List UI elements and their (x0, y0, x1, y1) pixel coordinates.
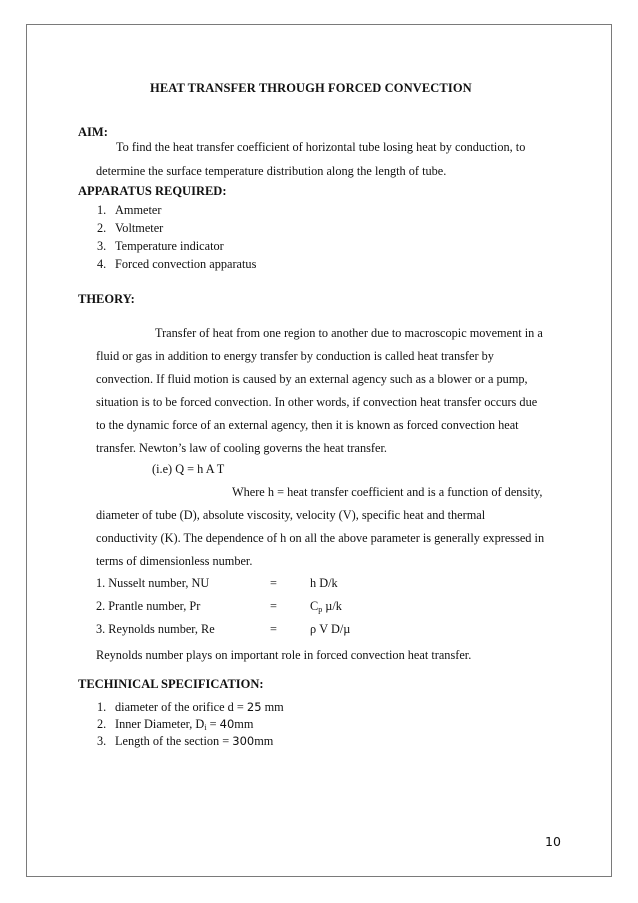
prandtl-formula: $C_p$ µ/k (310, 599, 342, 614)
theory-heading: THEORY: (78, 292, 135, 306)
specs-heading: TECHINICAL SPECIFICATION: (78, 677, 264, 691)
reynolds-formula: ρ V D/µ (310, 622, 351, 636)
where-line: Where h = heat transfer coefficient and is a function of density, (232, 485, 543, 499)
apparatus-heading: APPARATUS REQUIRED: (78, 184, 227, 198)
theory-line: transfer. Newton’s law of cooling governs the heat transfer. (96, 441, 387, 455)
theory-line: to the dynamic force of an external agency, then it is known as forced convection heat (96, 418, 519, 432)
theory-line: fluid or gas in addition to energy transfer by conduction is called heat transfer by (96, 349, 494, 363)
prandtl-number-name: 2. Prantle number, Pr (96, 599, 201, 613)
where-line: diameter of tube (D), absolute viscosity, velocity (V), specific heat and thermal (96, 508, 486, 522)
apparatus-item: 4. Forced convection apparatus (97, 257, 257, 271)
page-number: 10 (545, 834, 561, 849)
theory-closing: Reynolds number plays on important role in forced convection heat transfer. (96, 648, 472, 662)
theory-line: convection. If fluid motion is caused by an external agency such as a blower or a pump, (96, 372, 528, 386)
prandtl-equals: = (270, 599, 277, 613)
theory-line: situation is to be forced convection. In other words, if convection heat transfer occurs due (96, 395, 538, 409)
spec-item: 2. Inner Diameter, $D_i = 40mm$ (97, 717, 254, 732)
apparatus-item: 1. Ammeter (97, 203, 162, 217)
nusselt-equals: = (270, 576, 277, 590)
apparatus-item: 2. Voltmeter (97, 221, 164, 235)
page-title: HEAT TRANSFER THROUGH FORCED CONVECTION (150, 81, 472, 95)
reynolds-equals: = (270, 622, 277, 636)
apparatus-item: 3. Temperature indicator (97, 239, 224, 253)
nusselt-formula: h D/k (310, 576, 338, 590)
aim-text-line-1: To find the heat transfer coefficient of horizontal tube losing heat by conduction, to (116, 140, 526, 154)
aim-text-line-2: determine the surface temperature distribution along the length of tube. (96, 164, 447, 178)
newton-formula: (i.e) Q = h A T (152, 462, 225, 476)
aim-heading: AIM: (78, 125, 108, 139)
theory-line: Transfer of heat from one region to another due to macroscopic movement in a (155, 326, 543, 340)
where-line: conductivity (K). The dependence of h on all the above parameter is generally expressed in (96, 531, 545, 545)
spec-item: 3. Length of the section = 300mm (97, 734, 274, 748)
nusselt-number-name: 1. Nusselt number, NU (96, 576, 210, 590)
where-line: terms of dimensionless number. (96, 554, 253, 568)
spec-item: 1. diameter of the orifice d = 25 mm (97, 700, 284, 714)
reynolds-number-name: 3. Reynolds number, Re (96, 622, 215, 636)
